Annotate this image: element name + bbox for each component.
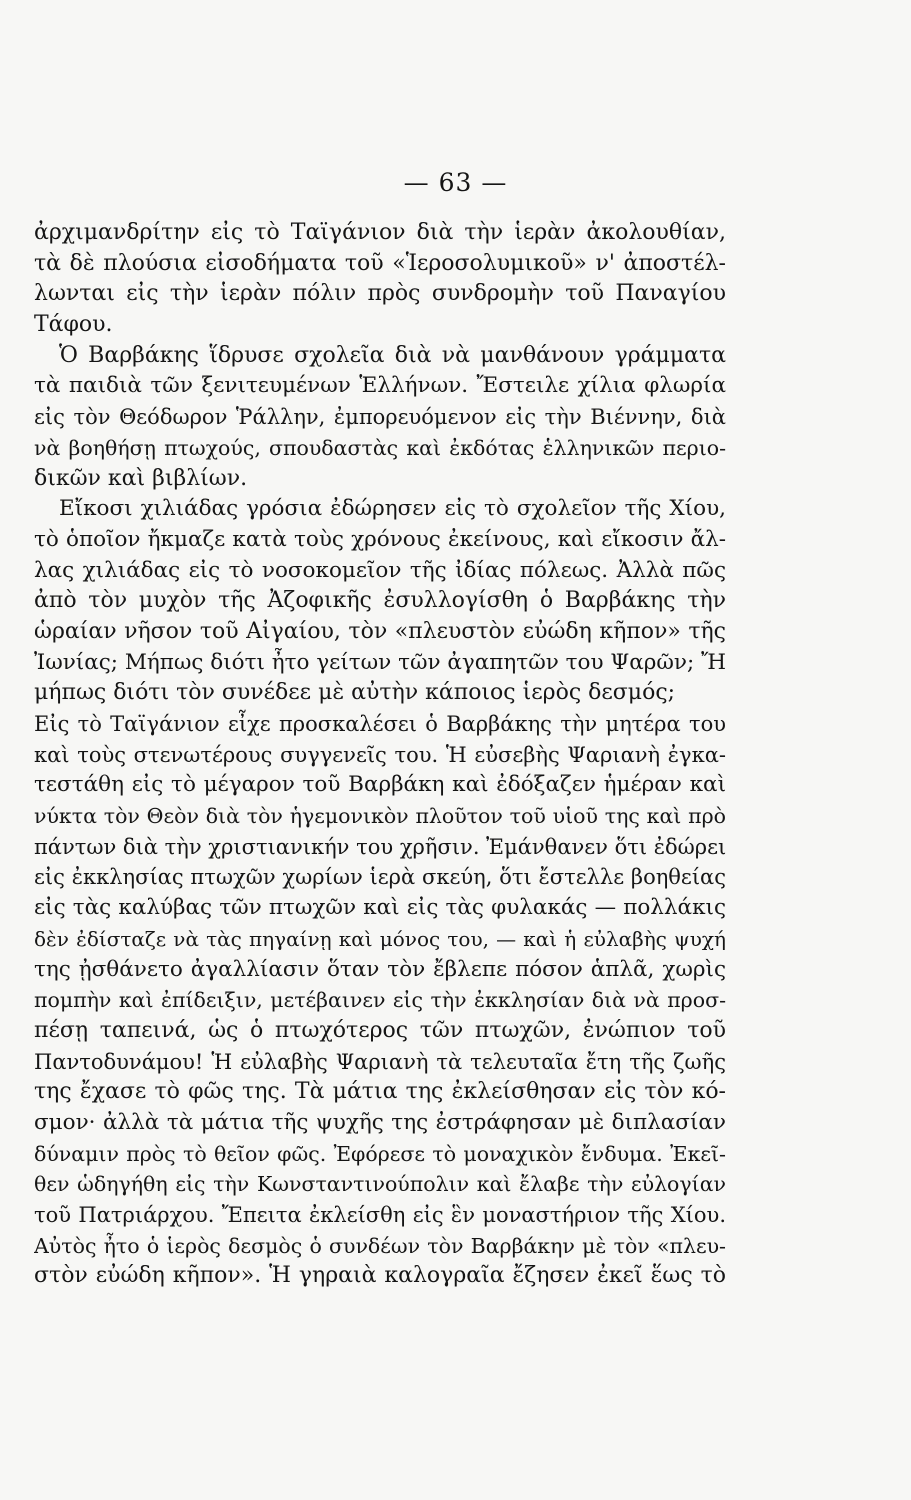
paragraph-start-line: Ὁ Βαρβάκης ἵδρυσε σχολεῖα διὰ νὰ μανθάνουν γράμματα (59, 342, 726, 368)
text-line: εἰς τὸν Θεόδωρον Ῥάλλην, ἐμπορευόμενον εἰς τὴν Βιέννην, διὰ (34, 405, 726, 430)
paragraph-start-line: Εἴκοσι χιλιάδας γρόσια ἐδώρησεν εἰς τὸ σχολεῖον τῆς Χίου, (59, 496, 726, 522)
text-line: μήπως διότι τὸν συνέδεε μὲ αὐτὴν κάποιος ἱερὸς δεσμός; (34, 680, 676, 706)
text-line: Παντοδυνάμου! Ἡ εὐλαβὴς Ψαριανὴ τὰ τελευταῖα ἔτη τῆς ζωῆς (34, 1049, 726, 1074)
text-line: δὲν ἐδίσταζε νὰ τὰς πηγαίνῃ καὶ μόνος του, — καὶ ἡ εὐλαβὴς ψυχή (34, 926, 726, 951)
page-number: — 63 — (403, 168, 508, 197)
text-line: πομπὴν καὶ ἐπίδειξιν, μετέβαινεν εἰς τὴν ἐκκλησίαν διὰ νὰ προσ- (34, 988, 726, 1013)
text-line: θεν ὡδηγήθη εἰς τὴν Κωνσταντινούπολιν καὶ ἔλαβε τὴν εὐλογίαν (34, 1172, 726, 1197)
text-line: τὰ δὲ πλούσια εἰσοδήματα τοῦ «Ἱεροσολυμικοῦ» ν' ἀποστέλ- (34, 250, 726, 276)
text-line: σμον· ἀλλὰ τὰ μάτια τῆς ψυχῆς της ἐστράφησαν μὲ διπλασίαν (34, 1109, 726, 1135)
text-line: νὰ βοηθήσῃ πτωχούς, σπουδαστὰς καὶ ἐκδότας ἑλληνικῶν περιο- (34, 435, 726, 460)
text-line: της ᾐσθάνετο ἀγαλλίασιν ὅταν τὸν ἔβλεπε πόσον ἁπλᾶ, χωρὶς (34, 956, 726, 982)
text-line: εἰς ἐκκλησίας πτωχῶν χωρίων ἱερὰ σκεύη, ὅτι ἔστελλε βοηθείας (34, 865, 726, 890)
text-line: ἀπὸ τὸν μυχὸν τῆς Ἀζοφικῆς ἐσυλλογίσθη ὁ Βαρβάκης τὴν (34, 588, 726, 614)
text-line: ἀρχιμανδρίτην εἰς τὸ Ταϊγάνιον διὰ τὴν ἱερὰν ἀκολουθίαν, (34, 220, 726, 245)
text-line: τεστάθη εἰς τὸ μέγαρον τοῦ Βαρβάκη καὶ ἐδόξαζεν ἡμέραν καὶ (34, 772, 726, 798)
paragraph-end-line: δικῶν καὶ βιβλίων. (34, 465, 248, 491)
text-line: λας χιλιάδας εἰς τὸ νοσοκομεῖον τῆς ἰδίας πόλεως. Ἀλλὰ πῶς (34, 557, 726, 583)
text-line: νύκτα τὸν Θεὸν διὰ τὸν ἡγεμονικὸν πλοῦτον τοῦ υἱοῦ της καὶ πρὸ (34, 804, 726, 829)
text-line: εἰς τὰς καλύβας τῶν πτωχῶν καὶ εἰς τὰς φυλακάς — πολλάκις (34, 895, 726, 921)
text-line: δύναμιν πρὸς τὸ θεῖον φῶς. Ἐφόρεσε τὸ μοναχικὸν ἔνδυμα. Ἐκεῖ- (34, 1141, 726, 1166)
text-line: πάντων διὰ τὴν χριστιανικήν του χρῆσιν. Ἐμάνθανεν ὅτι ἐδώρει (34, 834, 726, 859)
text-line: καὶ τοὺς στενωτέρους συγγενεῖς του. Ἡ εὐσεβὴς Ψαριανὴ ἐγκα- (34, 742, 726, 767)
text-line: Εἰς τὸ Ταϊγάνιον εἶχε προσκαλέσει ὁ Βαρβάκης τὴν μητέρα του (34, 712, 726, 736)
body-text (34, 218, 726, 1292)
text-line: τὸ ὁποῖον ἤκμαζε κατὰ τοὺς χρόνους ἐκείνους, καὶ εἴκοσιν ἄλ- (34, 526, 726, 552)
text-line: πέσῃ ταπεινά, ὡς ὁ πτωχότερος τῶν πτωχῶν, ἐνώπιον τοῦ (34, 1017, 726, 1043)
text-line: Αὐτὸς ἦτο ὁ ἱερὸς δεσμὸς ὁ συνδέων τὸν Βαρβάκην μὲ τὸν «πλευ- (34, 1233, 726, 1258)
text-line: τὰ παιδιὰ τῶν ξενιτευμένων Ἑλλήνων. Ἔστειλε χίλια φλωρία (34, 373, 726, 399)
text-line: Ἰωνίας; Μήπως διότι ἦτο γείτων τῶν ἀγαπητῶν του Ψαρῶν; Ἤ (34, 649, 726, 675)
text-line: λωνται εἰς τὴν ἱερὰν πόλιν πρὸς συνδρομὴν τοῦ Παναγίου (34, 281, 726, 307)
paragraph-end-line: Τάφου. (34, 312, 113, 338)
text-line: στὸν εὐώδη κῆπον». Ἡ γηραιὰ καλογραῖα ἔζησεν ἐκεῖ ἕως τὸ (34, 1263, 726, 1289)
text-line: της ἔχασε τὸ φῶς της. Τὰ μάτια της ἐκλείσθησαν εἰς τὸν κό- (34, 1079, 726, 1105)
text-line: ὡραίαν νῆσον τοῦ Αἰγαίου, τὸν «πλευστὸν εὐώδη κῆπον» τῆς (34, 618, 726, 644)
text-line: τοῦ Πατριάρχου. Ἔπειτα ἐκλείσθη εἰς ἓν μοναστήριον τῆς Χίου. (34, 1203, 726, 1227)
